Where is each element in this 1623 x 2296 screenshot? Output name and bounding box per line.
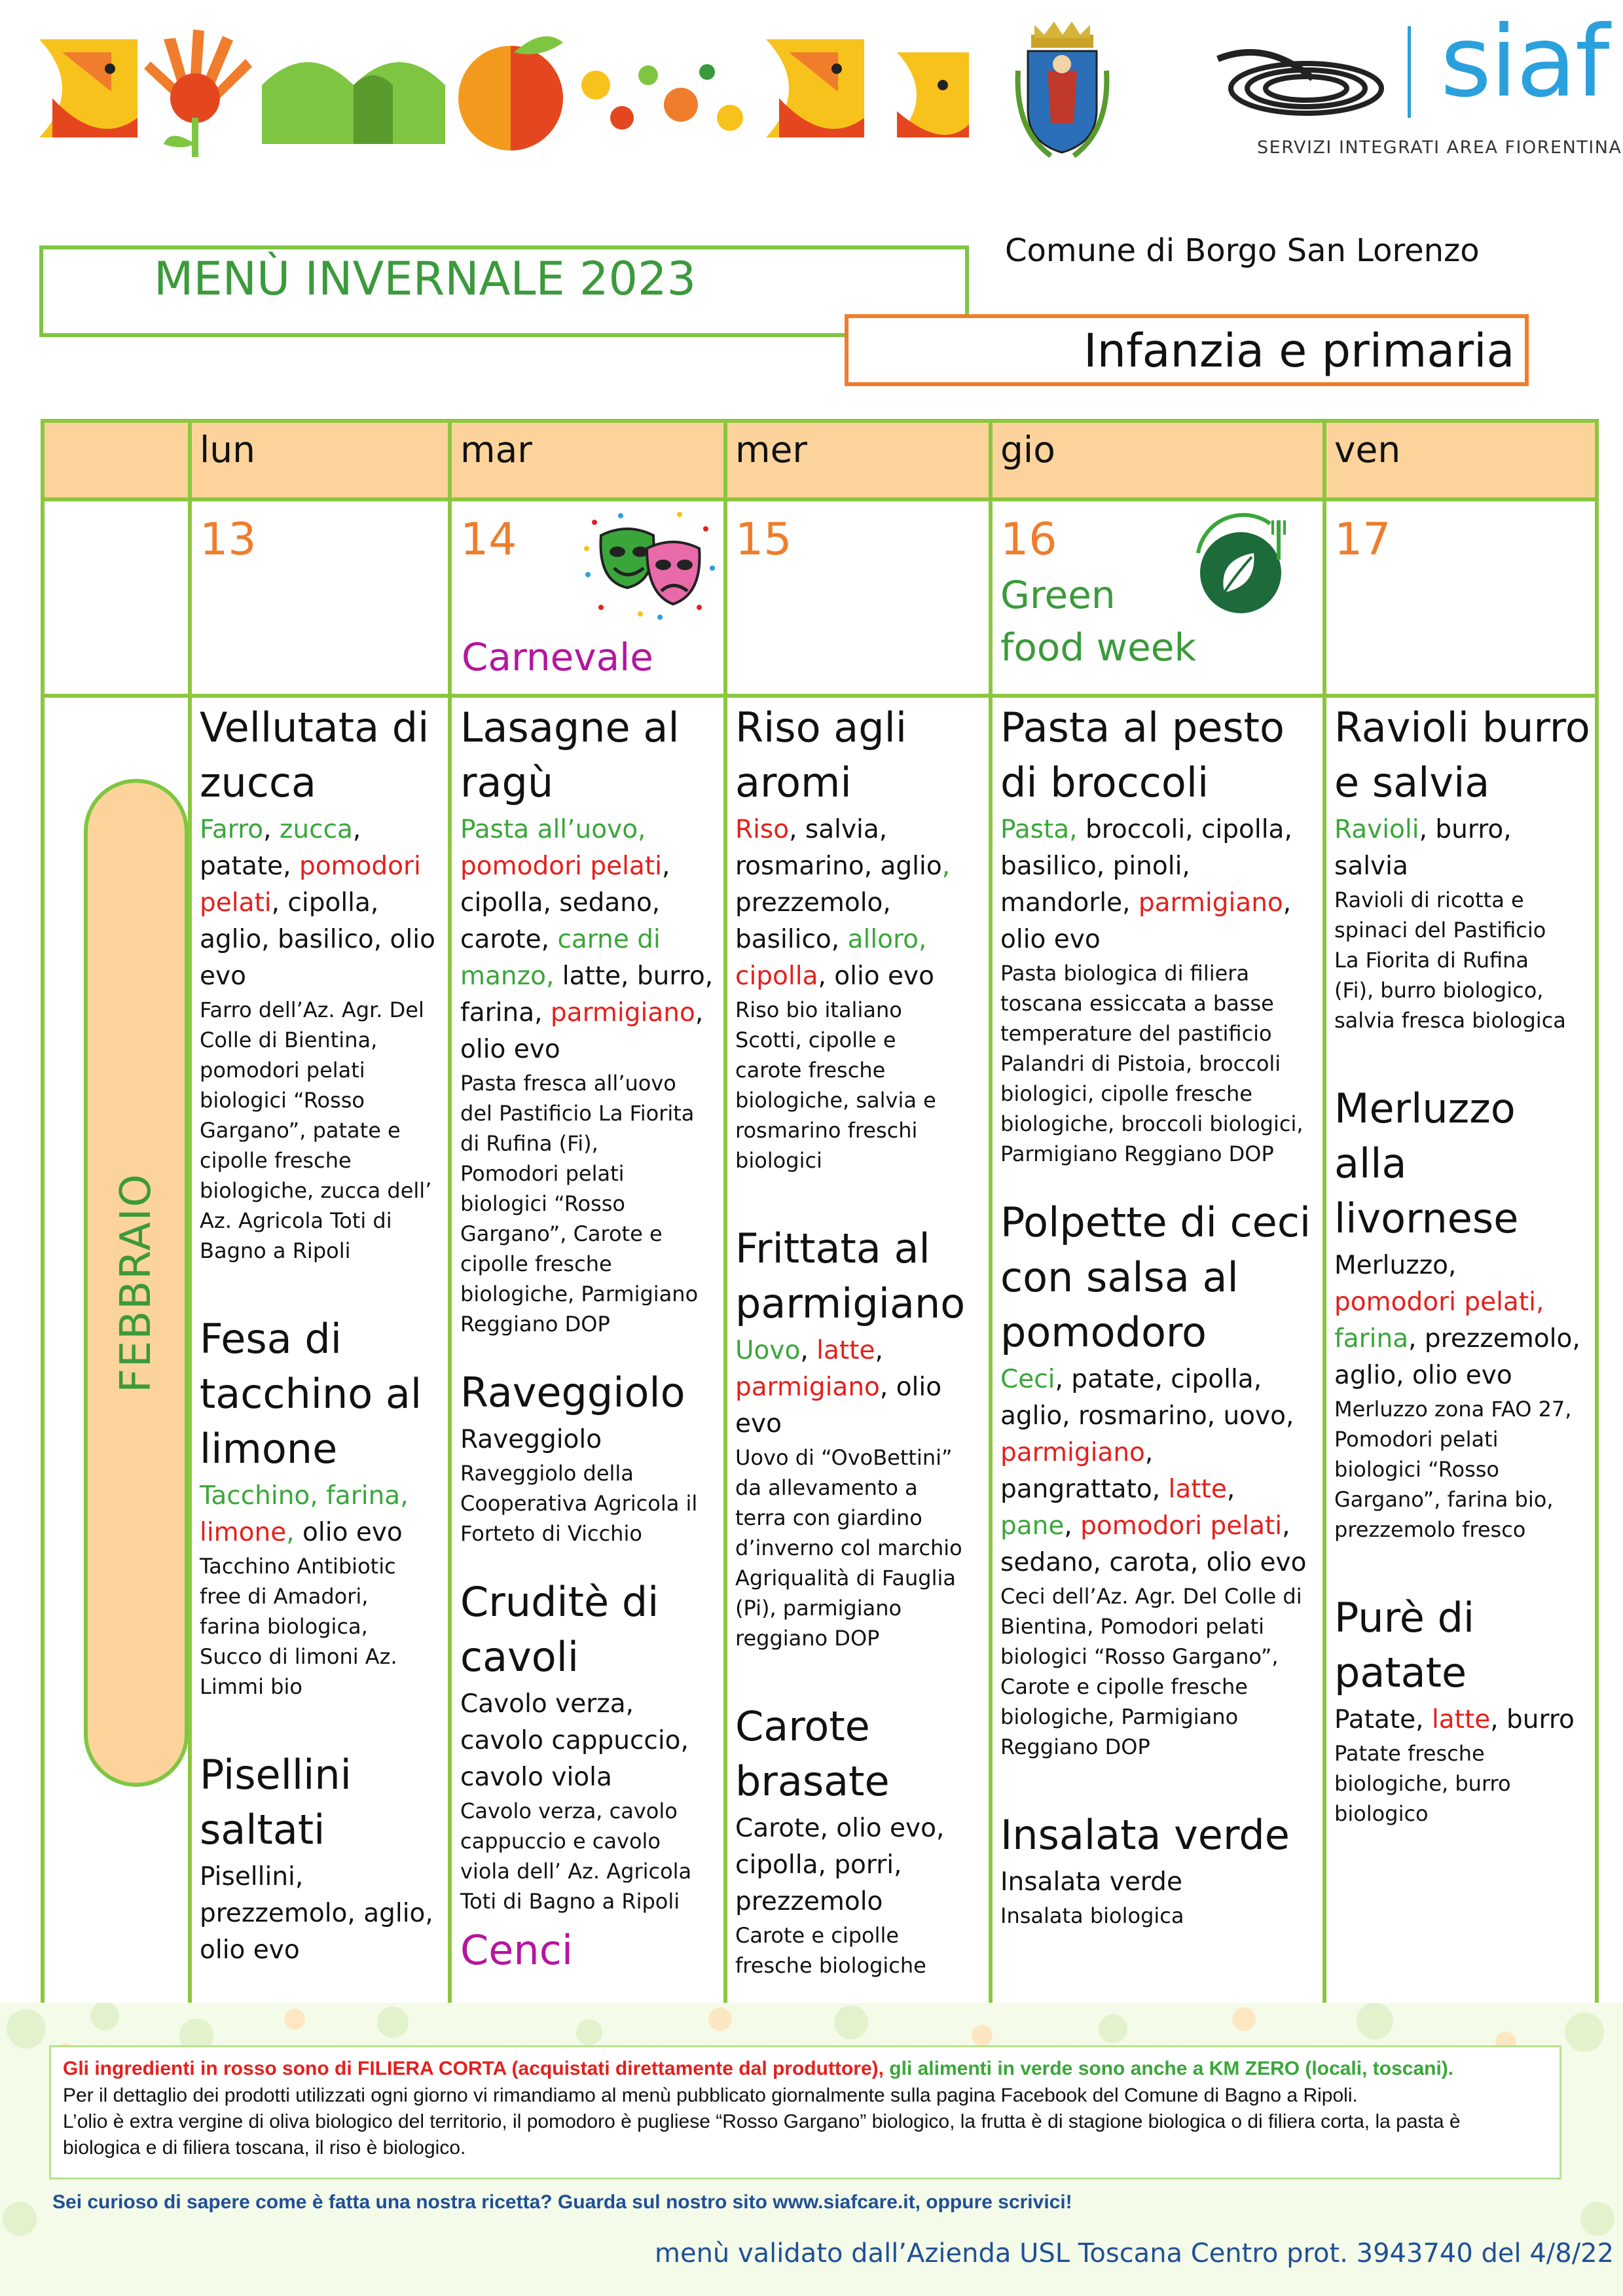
dish-title: Pasta al pesto di broccoli bbox=[1000, 704, 1285, 806]
carnival-masks-icon bbox=[581, 509, 719, 620]
dish-notes: Pasta biologica di filiera toscana essiccata a basse temperature del pastificio Palandri di Pistoia, broccoli biologici, cipolle fresche biologiche, broccoli biologici, Parmigiano Reggiano DOP bbox=[1000, 961, 1304, 1166]
legend-colors: Gli ingredienti in rosso sono di FILIERA CORTA (acquistati direttamente dal produttore), gli alimenti in verde sono anche a KM ZERO (locali, toscani). bbox=[63, 2058, 1454, 2079]
legend-origin-cont: biologica e di filiera toscana, il riso è biologico. bbox=[63, 2137, 466, 2159]
dish-ingredients: Ravioli, burro, salvia bbox=[1334, 815, 1512, 881]
grid-line bbox=[723, 419, 727, 2009]
menu-col-lun bbox=[200, 700, 435, 1969]
dish-title: Riso agli aromi bbox=[735, 704, 907, 806]
dish-title: Ravioli burro e salvia bbox=[1334, 704, 1590, 806]
dish-ingredients: Patate, latte, burro bbox=[1334, 1705, 1575, 1734]
day-number-14: 14 bbox=[460, 514, 517, 565]
menu-col-gio bbox=[1000, 700, 1311, 1931]
dish-title: Merluzzo alla livornese bbox=[1334, 1085, 1519, 1242]
day-name-mar: mar bbox=[460, 429, 532, 471]
dish-title: Polpette di ceci con salsa al pomodoro bbox=[1000, 1198, 1311, 1356]
dish-ingredients: Tacchino, farina, limone, olio evo bbox=[200, 1481, 409, 1547]
dish-notes: Insalata biologica bbox=[1000, 1903, 1184, 1928]
dish-ingredients: Carote, olio evo, cipolla, porri, prezzemolo bbox=[735, 1814, 945, 1916]
dish-notes: Tacchino Antibiotic free di Amadori, farina biologica, Succo di limoni Az. Limmi bio bbox=[200, 1554, 397, 1699]
dish-notes: Merluzzo zona FAO 27, Pomodori pelati biologici “Rosso Gargano”, farina bio, prezzemolo fresco bbox=[1334, 1397, 1572, 1542]
menu-col-mer bbox=[735, 700, 965, 1981]
decorative-fruit-banner bbox=[26, 13, 1008, 160]
dish-ingredients: Riso, salvia, rosmarino, aglio, prezzemolo, basilico, alloro, cipolla, olio evo bbox=[735, 815, 951, 991]
comune-name: Comune di Borgo San Lorenzo bbox=[1005, 232, 1480, 269]
carnival-dessert: Cenci bbox=[460, 1926, 574, 1974]
day-number-15: 15 bbox=[735, 514, 792, 565]
day-name-lun: lun bbox=[200, 429, 255, 471]
event-food-week: food week bbox=[1000, 625, 1197, 670]
grid-line bbox=[989, 419, 993, 2009]
dish-notes: Riso bio italiano Scotti, cipolle e carote fresche biologiche, salvia e rosmarino freschi biologici bbox=[735, 997, 936, 1173]
dish-ingredients: Pasta, broccoli, cipolla, basilico, pinoli, mandorle, parmigiano, olio evo bbox=[1000, 815, 1292, 954]
dish-ingredients: Uovo, latte, parmigiano, olio evo bbox=[735, 1336, 942, 1439]
day-name-mer: mer bbox=[735, 429, 808, 471]
legend-details: Per il dettaglio dei prodotti utilizzati ogni giorno vi rimandiamo al menù pubblicato giornalmente sulla pagina Facebook del Comune di Bagno a Ripoli. bbox=[63, 2085, 1358, 2106]
dish-notes: Ravioli di ricotta e spinaci del Pastificio La Fiorita di Rufina (Fi), burro biologico, salvia fresca biologica bbox=[1334, 888, 1566, 1033]
dish-ingredients: Cavolo verza, cavolo cappuccio, cavolo viola bbox=[460, 1689, 689, 1792]
municipal-crest-icon bbox=[1012, 12, 1113, 159]
menu-col-mar bbox=[460, 700, 713, 1978]
dish-title: Pisellini saltati bbox=[200, 1751, 352, 1854]
day-name-gio: gio bbox=[1000, 429, 1055, 471]
dish-notes: Pasta fresca all’uovo del Pastificio La Fiorita di Rufina (Fi), Pomodori pelati biologici “Rosso Gargano”, Carote e cipolle fresche biologiche, Parmigiano Reggiano DOP bbox=[460, 1071, 699, 1336]
dish-notes: Carote e cipolle fresche biologiche bbox=[735, 1923, 926, 1978]
siaf-logo-text: siaf bbox=[1440, 5, 1609, 119]
dish-notes: Patate fresche biologiche, burro biologico bbox=[1334, 1741, 1511, 1826]
dish-ingredients: Raveggiolo bbox=[460, 1425, 602, 1454]
legend-origin: L’olio è extra vergine di oliva biologico del territorio, il pomodoro è pugliese “Rosso Gargano” biologico, la frutta è di stagione biologica o di filiera corta, la pasta è bbox=[63, 2111, 1461, 2132]
event-carnevale: Carnevale bbox=[462, 635, 653, 679]
dish-notes: Ceci dell’Az. Agr. Del Colle di Bientina, Pomodori pelati biologici “Rosso Gargano”, Carote e cipolle fresche biologiche, Parmigiano Reggiano DOP bbox=[1000, 1584, 1302, 1759]
dish-ingredients: Pisellini, prezzemolo, aglio, olio evo bbox=[200, 1862, 433, 1965]
green-food-week-icon bbox=[1178, 507, 1293, 622]
day-number-17: 17 bbox=[1334, 514, 1391, 565]
grid-line bbox=[1322, 419, 1326, 2009]
dish-title: Raveggiolo bbox=[460, 1369, 685, 1416]
month-label: FEBBRAIO bbox=[112, 1173, 160, 1393]
dish-ingredients: Ceci, patate, cipolla, aglio, rosmarino, uovo, parmigiano, pangrattato, latte, pane, pomodori pelati, sedano, carota, olio evo bbox=[1000, 1365, 1307, 1577]
legend-box bbox=[49, 2045, 1561, 2179]
dish-notes: Cavolo verza, cavolo cappuccio e cavolo viola dell’ Az. Agricola Toti di Bagno a Ripoli bbox=[460, 1799, 692, 1914]
day-number-13: 13 bbox=[200, 514, 257, 565]
grid-line bbox=[41, 497, 1599, 501]
dish-title: Lasagne al ragù bbox=[460, 704, 680, 806]
day-number-16: 16 bbox=[1000, 514, 1057, 565]
menu-title: MENÙ INVERNALE 2023 bbox=[154, 252, 697, 306]
recipe-cta: Sei curioso di sapere come è fatta una nostra ricetta? Guarda sul nostro sito www.siafcare.it, oppure scrivici! bbox=[52, 2191, 1072, 2213]
dish-ingredients: Farro, zucca, patate, pomodori pelati, cipolla, aglio, basilico, olio evo bbox=[200, 815, 435, 991]
dish-ingredients: Pasta all’uovo, pomodori pelati, cipolla, sedano, carote, carne di manzo, latte, burro, farina, parmigiano, olio evo bbox=[460, 815, 714, 1064]
validation-note: menù validato dall’Azienda USL Toscana Centro prot. 3943740 del 4/8/22 bbox=[655, 2238, 1614, 2269]
dish-title: Cruditè di cavoli bbox=[460, 1578, 659, 1681]
dish-title: Frittata al parmigiano bbox=[735, 1225, 966, 1327]
dish-notes: Uovo di “OvoBettini” da allevamento a terra con giardino d’inverno col marchio Agriqualità di Fauglia (Pi), parmigiano reggiano DOP bbox=[735, 1445, 962, 1651]
dish-ingredients: Insalata verde bbox=[1000, 1867, 1182, 1897]
dish-notes: Farro dell’Az. Agr. Del Colle di Bientina, pomodori pelati biologici “Rosso Gargano”, patate e cipolle fresche biologiche, zucca dell’ Az. Agricola Toti di Bagno a Ripoli bbox=[200, 997, 432, 1263]
event-green: Green bbox=[1000, 573, 1116, 617]
menu-col-ven bbox=[1334, 700, 1590, 1829]
dish-title: Fesa di tacchino al limone bbox=[200, 1315, 422, 1473]
school-level: Infanzia e primaria bbox=[1084, 324, 1515, 378]
dish-notes: Raveggiolo della Cooperativa Agricola il Forteto di Vicchio bbox=[460, 1461, 698, 1546]
grid-line bbox=[41, 694, 1599, 698]
dish-title: Insalata verde bbox=[1000, 1811, 1290, 1859]
grid-line bbox=[448, 419, 452, 2009]
logo-divider bbox=[1408, 26, 1411, 118]
dish-title: Purè di patate bbox=[1334, 1594, 1475, 1696]
dish-ingredients: Merluzzo, pomodori pelati, farina, prezzemolo, aglio, olio evo bbox=[1334, 1251, 1580, 1390]
dish-title: Vellutata di zucca bbox=[200, 704, 429, 806]
siaf-tagline: SERVIZI INTEGRATI AREA FIORENTINA bbox=[1257, 137, 1622, 158]
day-name-ven: ven bbox=[1334, 429, 1401, 471]
dish-title: Carote brasate bbox=[735, 1702, 890, 1805]
